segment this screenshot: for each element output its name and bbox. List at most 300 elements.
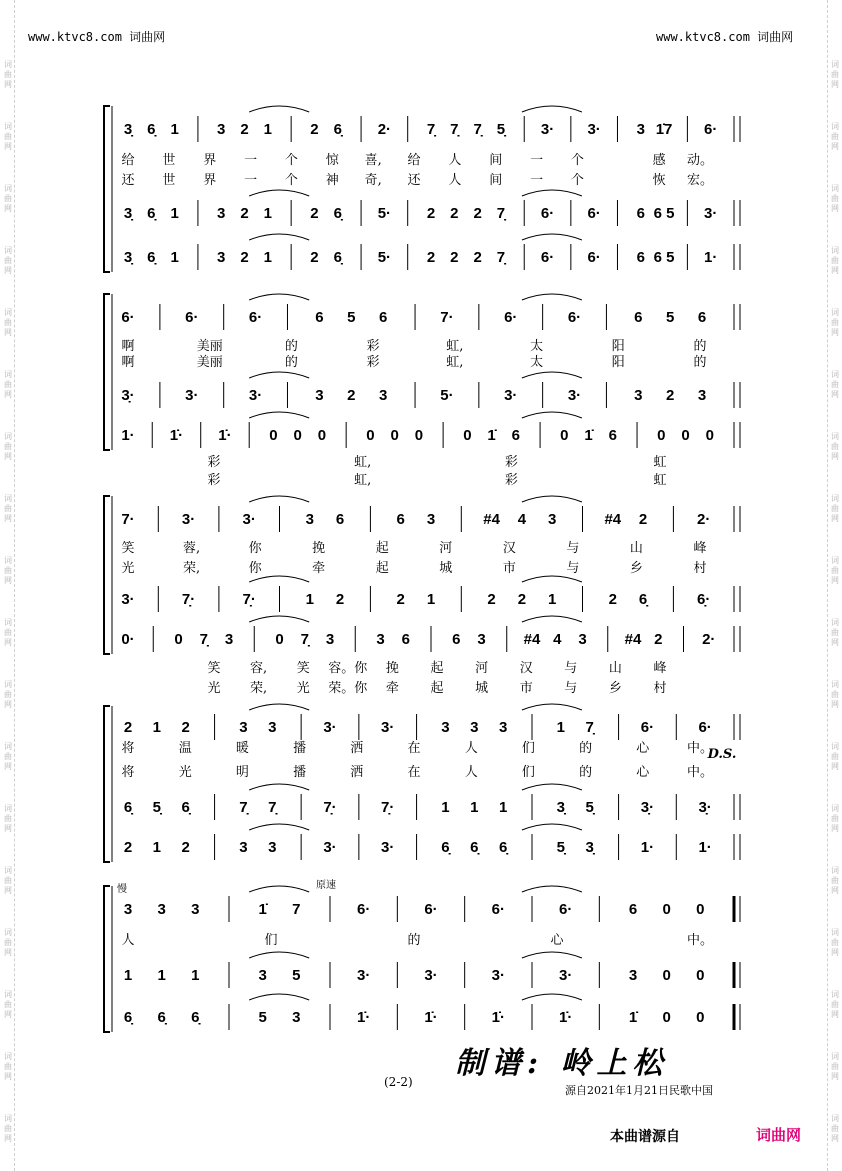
lyric-syllable-lower: 容。你 xyxy=(328,661,368,676)
source-note: 源自2021年1月21日民歌中国 xyxy=(565,1084,713,1097)
note: 6̣ xyxy=(333,249,342,266)
note: 0 xyxy=(662,1009,671,1026)
note: 6 xyxy=(396,511,405,528)
note: 6· xyxy=(424,901,438,918)
lyric-syllable: 人 xyxy=(464,741,478,756)
watermark-char: 词 xyxy=(4,1052,12,1061)
watermark-char: 曲 xyxy=(4,752,12,761)
lyric-syllable: 们 xyxy=(264,933,278,948)
watermark-char: 词 xyxy=(4,742,12,751)
lyric-syllable-lower: 山 xyxy=(608,661,622,676)
lyric-syllable-lower: 乡 xyxy=(608,681,622,696)
lyric-syllable-lower: 起 xyxy=(430,681,444,696)
watermark-char: 词 xyxy=(4,246,12,255)
slur-arc xyxy=(522,952,582,958)
watermark-char: 曲 xyxy=(4,1000,12,1009)
note: 2 xyxy=(666,387,675,404)
watermark-char: 曲 xyxy=(4,442,12,451)
watermark-char: 曲 xyxy=(4,380,12,389)
slur-arc xyxy=(249,824,309,830)
slur-arc xyxy=(249,190,309,196)
slur-arc xyxy=(249,616,309,622)
watermark-char: 网 xyxy=(4,824,12,833)
lyric-syllable: 洒 xyxy=(350,765,364,780)
tempo-slow-mark: 慢 xyxy=(117,884,127,895)
note: 6 xyxy=(697,309,707,326)
watermark-char: 曲 xyxy=(831,628,839,637)
lyric-syllable-lower: 彩 xyxy=(207,455,221,470)
watermark-char: 网 xyxy=(4,452,12,461)
watermark-char: 网 xyxy=(4,576,12,585)
watermark-char: 网 xyxy=(831,824,839,833)
note: 5· xyxy=(377,249,392,266)
note: 2 xyxy=(473,205,482,222)
note: 7̣· xyxy=(381,799,395,816)
lyric-syllable-lower: 笑 xyxy=(207,661,221,676)
watermark-char: 词 xyxy=(4,308,12,317)
note: 2 xyxy=(181,839,190,856)
note: 6· xyxy=(491,901,506,918)
note: 6̣ xyxy=(181,799,190,816)
note: 6̣ xyxy=(638,591,648,608)
note: 6̣ xyxy=(333,205,342,222)
lyric-syllable: 阳 xyxy=(611,339,625,354)
note: 3 xyxy=(292,1009,301,1026)
note: 2· xyxy=(702,631,716,648)
note: 6· xyxy=(540,249,555,266)
note: 3 xyxy=(548,511,557,528)
slur-arc xyxy=(249,576,309,582)
note: 3̣· xyxy=(640,799,655,816)
note: 3 xyxy=(325,631,335,648)
watermark-char: 词 xyxy=(831,1052,839,1061)
note: 3· xyxy=(381,719,395,736)
note: 7̣ xyxy=(496,205,506,222)
watermark-char: 曲 xyxy=(831,70,839,79)
note: 7̣ xyxy=(426,121,436,138)
slur-arc xyxy=(249,234,309,240)
watermark-char: 词 xyxy=(831,184,839,193)
slur-arc xyxy=(522,704,582,710)
lyric-syllable: 心 xyxy=(636,765,650,780)
note: 1̇· xyxy=(491,1009,506,1026)
lyric-syllable-lower: 光 xyxy=(207,681,221,696)
watermark-char: 曲 xyxy=(831,1000,839,1009)
slur-arc xyxy=(249,784,309,790)
note: 6· xyxy=(248,309,263,326)
lyric-syllable-lower: 彩 xyxy=(207,473,221,488)
lyric-syllable: 明 xyxy=(235,765,249,780)
note: 6 xyxy=(636,249,645,266)
watermark-char: 词 xyxy=(4,1114,12,1123)
note: 3 xyxy=(578,631,587,648)
lyric-syllable-lower: 市 xyxy=(519,681,533,696)
note: 3̣ xyxy=(585,839,594,856)
watermark-char: 词 xyxy=(4,370,12,379)
note: 3· xyxy=(558,967,573,984)
note: #4 xyxy=(624,631,642,648)
watermark-char: 曲 xyxy=(831,194,839,203)
note: 6· xyxy=(185,309,199,326)
watermark-char: 词 xyxy=(831,618,839,627)
note: 2 xyxy=(240,205,249,222)
lyric-syllable: 世 xyxy=(162,153,176,168)
note: 6 xyxy=(628,901,638,918)
note: 2 xyxy=(310,249,319,266)
slur-arc xyxy=(249,952,309,958)
note: 7̣· xyxy=(242,591,256,608)
note: 3· xyxy=(356,967,371,984)
lyric-syllable: 挽 xyxy=(312,541,326,556)
watermark-char: 网 xyxy=(831,886,839,895)
note: 5 xyxy=(666,309,675,326)
lyric-syllable-lower: 峰 xyxy=(653,661,667,676)
note: 3 xyxy=(634,387,643,404)
note: 0 xyxy=(463,427,472,444)
lyric-syllable: 的 xyxy=(579,765,593,780)
note: 1· xyxy=(698,839,712,856)
slur-arc xyxy=(522,886,582,892)
system-bracket xyxy=(104,294,110,450)
lyric-syllable: 恢 xyxy=(652,173,666,188)
watermark-char: 词 xyxy=(4,494,12,503)
note: 5· xyxy=(440,387,454,404)
watermark-char: 网 xyxy=(831,1072,839,1081)
watermark-char: 曲 xyxy=(4,1062,12,1071)
lyric-syllable: 间 xyxy=(489,153,503,168)
lyric-syllable: 播 xyxy=(293,741,307,756)
note: #4 xyxy=(483,511,500,528)
lyric-syllable-lower: 彩 xyxy=(504,455,518,470)
watermark-char: 网 xyxy=(831,328,839,337)
note: 6· xyxy=(356,901,371,918)
watermark-char: 曲 xyxy=(831,938,839,947)
watermark-char: 词 xyxy=(4,618,12,627)
note: 1̇· xyxy=(558,1009,573,1026)
lyric-syllable: 太 xyxy=(530,339,544,354)
lyric-syllable: 暖 xyxy=(235,741,249,756)
tempo-original-mark: 原速 xyxy=(316,880,336,891)
note: 6· xyxy=(587,249,601,266)
watermark-char: 曲 xyxy=(4,814,12,823)
note: 3 xyxy=(376,631,385,648)
watermark-char: 网 xyxy=(4,514,12,523)
note: 0 xyxy=(269,427,278,444)
note: 2 xyxy=(335,591,345,608)
note: 0 xyxy=(705,427,714,444)
watermark-char: 网 xyxy=(4,700,12,709)
note: 5̣ xyxy=(585,799,594,816)
note: 0 xyxy=(681,427,690,444)
note: 3 xyxy=(217,249,226,266)
note: 5· xyxy=(377,205,392,222)
lyric-syllable: 个 xyxy=(284,153,298,168)
note: 3· xyxy=(323,719,337,736)
watermark-char: 曲 xyxy=(831,814,839,823)
note: 7· xyxy=(121,511,135,528)
lyric-syllable: 城 xyxy=(439,561,453,576)
lyric-syllable: 给 xyxy=(407,153,421,168)
watermark-char: 网 xyxy=(831,576,839,585)
footer-brand-link[interactable]: 词曲网 xyxy=(756,1126,802,1144)
watermark-char: 曲 xyxy=(4,876,12,885)
note: 6̣ xyxy=(498,839,508,856)
watermark-char: 网 xyxy=(4,390,12,399)
lyric-syllable: 将 xyxy=(121,741,135,756)
lyric-syllable: 彩 xyxy=(366,355,380,370)
note: 3 xyxy=(477,631,486,648)
slur-arc xyxy=(522,190,582,196)
lyric-syllable: 太 xyxy=(530,355,544,370)
note: 3· xyxy=(181,511,196,528)
watermark-char: 网 xyxy=(831,638,839,647)
slur-arc xyxy=(249,106,309,112)
lyric-syllable: 感 xyxy=(652,153,666,168)
note: 3 xyxy=(315,387,324,404)
lyric-syllable: 还 xyxy=(407,173,421,188)
note: 3 xyxy=(441,719,450,736)
lyric-syllable: 心 xyxy=(550,933,564,948)
note: 1 xyxy=(305,591,314,608)
lyric-syllable-lower: 城 xyxy=(475,681,489,696)
lyric-syllable: 蓉, xyxy=(182,541,201,556)
note: 3 xyxy=(258,967,267,984)
lyric-syllable: 惊 xyxy=(325,153,339,168)
watermark-char: 曲 xyxy=(4,256,12,265)
watermark-char: 网 xyxy=(4,1134,12,1143)
note: 6 xyxy=(634,309,643,326)
lyric-syllable: 啊 xyxy=(121,339,135,354)
note: 6· xyxy=(698,719,712,736)
note: 1 xyxy=(548,591,557,608)
lyric-syllable: 界 xyxy=(203,153,217,168)
note: 3 xyxy=(217,121,226,138)
note: 1̇· xyxy=(169,427,184,444)
lyric-syllable-lower: 汉 xyxy=(519,661,533,676)
note: 2· xyxy=(377,121,392,138)
note: 2 xyxy=(426,205,436,222)
note: 6 5 xyxy=(653,205,675,222)
note: 2 xyxy=(473,249,482,266)
note: 6̣ xyxy=(191,1009,200,1026)
note: 3 xyxy=(123,901,133,918)
note: 6̣· xyxy=(697,591,711,608)
note: 3 xyxy=(191,901,200,918)
system-bracket xyxy=(104,106,110,272)
lyric-syllable-lower: 牵 xyxy=(385,681,399,696)
watermark-char: 词 xyxy=(831,804,839,813)
lyric-syllable-lower: 笑 xyxy=(296,661,310,676)
note: 6· xyxy=(504,309,518,326)
note: 6 xyxy=(511,427,521,444)
note: 6̣ xyxy=(441,839,450,856)
note: 1̇ xyxy=(584,427,593,444)
lyric-syllable: 个 xyxy=(570,153,584,168)
note: 3· xyxy=(491,967,506,984)
lyric-syllable: 喜, xyxy=(364,153,382,168)
lyric-syllable-lower: 彩 xyxy=(504,473,518,488)
note: 1 xyxy=(170,121,179,138)
note: #4 xyxy=(604,511,622,528)
watermark-char: 曲 xyxy=(831,504,839,513)
note: 6̣ xyxy=(147,121,156,138)
lyric-syllable-lower: 光 xyxy=(296,681,310,696)
note: 6· xyxy=(640,719,655,736)
watermark-char: 词 xyxy=(4,928,12,937)
watermark-char: 曲 xyxy=(4,504,12,513)
note: 1 xyxy=(263,249,273,266)
note: 6̣ xyxy=(470,839,479,856)
lyric-syllable: 温 xyxy=(178,741,192,756)
ds-mark: D.S. xyxy=(707,747,737,762)
watermark-char: 词 xyxy=(4,122,12,131)
watermark-char: 网 xyxy=(4,266,12,275)
watermark-char: 曲 xyxy=(831,380,839,389)
slur-arc xyxy=(522,234,582,240)
watermark-char: 网 xyxy=(831,700,839,709)
note: 2 xyxy=(123,839,133,856)
note: 2 xyxy=(310,121,319,138)
watermark-char: 词 xyxy=(4,990,12,999)
note: 3̣ xyxy=(556,799,566,816)
note: 1̇· xyxy=(424,1009,438,1026)
note: 0 xyxy=(657,427,666,444)
lyric-syllable: 一 xyxy=(530,153,544,168)
note: 3· xyxy=(121,591,135,608)
lyric-syllable: 间 xyxy=(489,173,503,188)
watermark-char: 词 xyxy=(4,804,12,813)
note: 1̇ xyxy=(487,427,496,444)
note: #4 xyxy=(523,631,541,648)
note: 0 xyxy=(366,427,375,444)
lyric-syllable: 起 xyxy=(375,541,389,556)
lyric-syllable: 人 xyxy=(448,153,462,168)
note: 3· xyxy=(704,205,718,222)
note: 3 xyxy=(217,205,226,222)
note: 1̇7 xyxy=(655,121,673,138)
watermark-char: 网 xyxy=(4,1010,12,1019)
watermark-char: 词 xyxy=(4,60,12,69)
watermark-char: 网 xyxy=(831,1010,839,1019)
slur-arc xyxy=(522,576,582,582)
watermark-char: 曲 xyxy=(831,1124,839,1133)
note: 3· xyxy=(242,511,256,528)
note: 1 xyxy=(441,799,450,816)
note: 2 xyxy=(450,205,459,222)
header-site-right[interactable]: www.ktvc8.com 词曲网 xyxy=(656,30,794,44)
lyric-syllable-lower: 虹 xyxy=(653,473,667,488)
note: 1 xyxy=(263,205,273,222)
note: 6 xyxy=(315,309,324,326)
watermark-char: 曲 xyxy=(4,194,12,203)
note: 6 xyxy=(452,631,461,648)
lyric-syllable: 与 xyxy=(566,541,580,556)
lyric-syllable: 山 xyxy=(629,541,643,556)
lyric-syllable: 美丽 xyxy=(196,355,223,370)
watermark-char: 词 xyxy=(831,742,839,751)
note: 7̣· xyxy=(323,799,337,816)
lyric-syllable: 河 xyxy=(439,541,453,556)
watermark-char: 词 xyxy=(4,184,12,193)
lyric-syllable: 洒 xyxy=(350,741,364,756)
note: 2 xyxy=(347,387,356,404)
lyric-syllable: 的 xyxy=(693,339,707,354)
slur-arc xyxy=(249,704,309,710)
note: 2 xyxy=(181,719,190,736)
lyric-syllable: 人 xyxy=(464,765,478,780)
slur-arc xyxy=(522,994,582,1000)
watermark-char: 网 xyxy=(831,948,839,957)
watermark-char: 词 xyxy=(831,1114,839,1123)
note: 3· xyxy=(381,839,395,856)
note: 7 xyxy=(292,901,301,918)
watermark-char: 词 xyxy=(831,866,839,875)
lyric-syllable: 的 xyxy=(693,355,707,370)
slur-arc xyxy=(249,412,309,418)
lyric-syllable: 荣, xyxy=(182,561,201,576)
note: 3· xyxy=(587,121,601,138)
lyric-syllable: 光 xyxy=(178,765,192,780)
note: 3 xyxy=(498,719,508,736)
note: 0 xyxy=(662,967,671,984)
note: 7̣ xyxy=(199,631,208,648)
note: 2· xyxy=(697,511,711,528)
note: 6· xyxy=(540,205,555,222)
lyric-syllable: 你 xyxy=(248,561,262,576)
watermark-char: 曲 xyxy=(831,256,839,265)
watermark-char: 曲 xyxy=(4,566,12,575)
slur-arc xyxy=(522,372,582,378)
note: 6 xyxy=(608,427,617,444)
note: 6̣ xyxy=(333,121,342,138)
watermark-char: 网 xyxy=(831,204,839,213)
lyric-syllable: 将 xyxy=(121,765,135,780)
note: 1 xyxy=(191,967,200,984)
note: 0 xyxy=(696,967,705,984)
note: 6· xyxy=(567,309,582,326)
slur-arc xyxy=(522,616,582,622)
lyric-syllable: 啊 xyxy=(121,355,135,370)
watermark-char: 曲 xyxy=(831,690,839,699)
note: 3· xyxy=(540,121,555,138)
watermark-char: 网 xyxy=(4,886,12,895)
lyric-syllable-lower: 挽 xyxy=(385,661,399,676)
note: 0 xyxy=(560,427,569,444)
note: 1̇ xyxy=(628,1009,638,1026)
watermark-char: 曲 xyxy=(831,132,839,141)
watermark-char: 网 xyxy=(4,80,12,89)
note: 5 xyxy=(292,967,301,984)
note: 4 xyxy=(517,511,527,528)
note: 6· xyxy=(121,309,135,326)
note: 7̣ xyxy=(239,799,248,816)
note: 3· xyxy=(567,387,582,404)
note: 3· xyxy=(424,967,438,984)
lyric-syllable: 界 xyxy=(203,173,217,188)
note: 7· xyxy=(440,309,454,326)
header-site-left[interactable]: www.ktvc8.com 词曲网 xyxy=(28,30,166,44)
watermark-char: 网 xyxy=(831,142,839,151)
note: 0 xyxy=(390,427,399,444)
signature: 制谱: 岭上松 xyxy=(455,1046,669,1081)
note: 3 xyxy=(157,901,166,918)
lyric-syllable-lower: 虹, xyxy=(354,473,372,488)
lyric-syllable-lower: 与 xyxy=(564,681,578,696)
watermark-char: 网 xyxy=(4,948,12,957)
note: 1 xyxy=(426,591,436,608)
watermark-char: 网 xyxy=(831,266,839,275)
watermark-char: 词 xyxy=(4,556,12,565)
